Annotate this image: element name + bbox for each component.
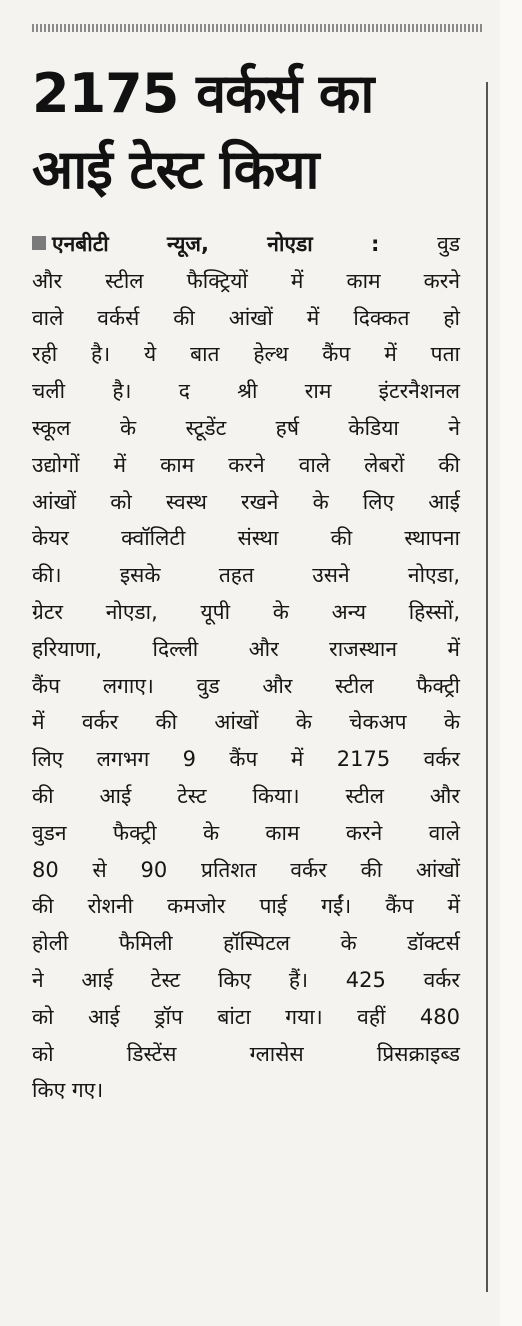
top-dotted-rule — [32, 24, 484, 32]
article-line: 80 से 90 प्रतिशत वर्कर की आंखों — [32, 857, 460, 882]
article-line-last: किए गए। — [32, 1078, 104, 1103]
article-line: हरियाणा, दिल्ली और राजस्थान में — [32, 636, 460, 661]
article-line: रही है। ये बात हेल्थ कैंप में पता — [32, 342, 460, 367]
article-line: लिए लगभग 9 कैंप में 2175 वर्कर — [32, 747, 460, 772]
article-line: उद्योगों में काम करने वाले लेबरों की — [32, 452, 460, 477]
article-line: वुडन फैक्ट्री के काम करने वाले — [32, 820, 460, 845]
article-line: की। इसके तहत उसने नोएडा, — [32, 563, 460, 588]
first-line-text: वुड — [437, 232, 460, 256]
article-line: ग्रेटर नोएडा, यूपी के अन्य हिस्सों, — [32, 599, 460, 624]
article-body — [32, 226, 460, 1109]
article-line: ने आई टेस्ट किए हैं। 425 वर्कर — [32, 967, 460, 992]
article-line: आंखों को स्वस्थ रखने के लिए आई — [32, 489, 460, 514]
article-line: में वर्कर की आंखों के चेकअप के — [32, 710, 460, 735]
article-first-line — [32, 226, 460, 263]
adjacent-column-edge — [500, 0, 522, 1326]
article-line: की आई टेस्ट किया। स्टील और — [32, 783, 460, 808]
headline — [32, 56, 472, 208]
dateline: एनबीटी न्यूज, नोएडा : — [52, 232, 380, 256]
article-line: चली है। द श्री राम इंटरनैशनल — [32, 379, 460, 404]
headline-line-2: आई टेस्ट किया — [32, 138, 319, 201]
article-line: को आई ड्रॉप बांटा गया। वहीं 480 — [32, 1004, 460, 1029]
bullet-square-icon — [32, 236, 46, 250]
article-line: होली फैमिली हॉस्पिटल के डॉक्टर्स — [32, 931, 460, 956]
article-line: केयर क्वॉलिटी संस्था की स्थापना — [32, 526, 460, 551]
article-line: स्कूल के स्टूडेंट हर्ष केडिया ने — [32, 415, 460, 440]
article-line: की रोशनी कमजोर पाई गईं। कैंप में — [32, 894, 460, 919]
article-line: और स्टील फैक्ट्रियों में काम करने — [32, 268, 460, 293]
article-line: वाले वर्कर्स की आंखों में दिक्कत हो — [32, 305, 460, 330]
headline-line-1: 2175 वर्कर्स का — [32, 62, 374, 125]
article-line: को डिस्टेंस ग्लासेस प्रिसक्राइब्ड — [32, 1041, 460, 1066]
column-divider — [486, 82, 488, 1292]
article-line: कैंप लगाए। वुड और स्टील फैक्ट्री — [32, 673, 460, 698]
